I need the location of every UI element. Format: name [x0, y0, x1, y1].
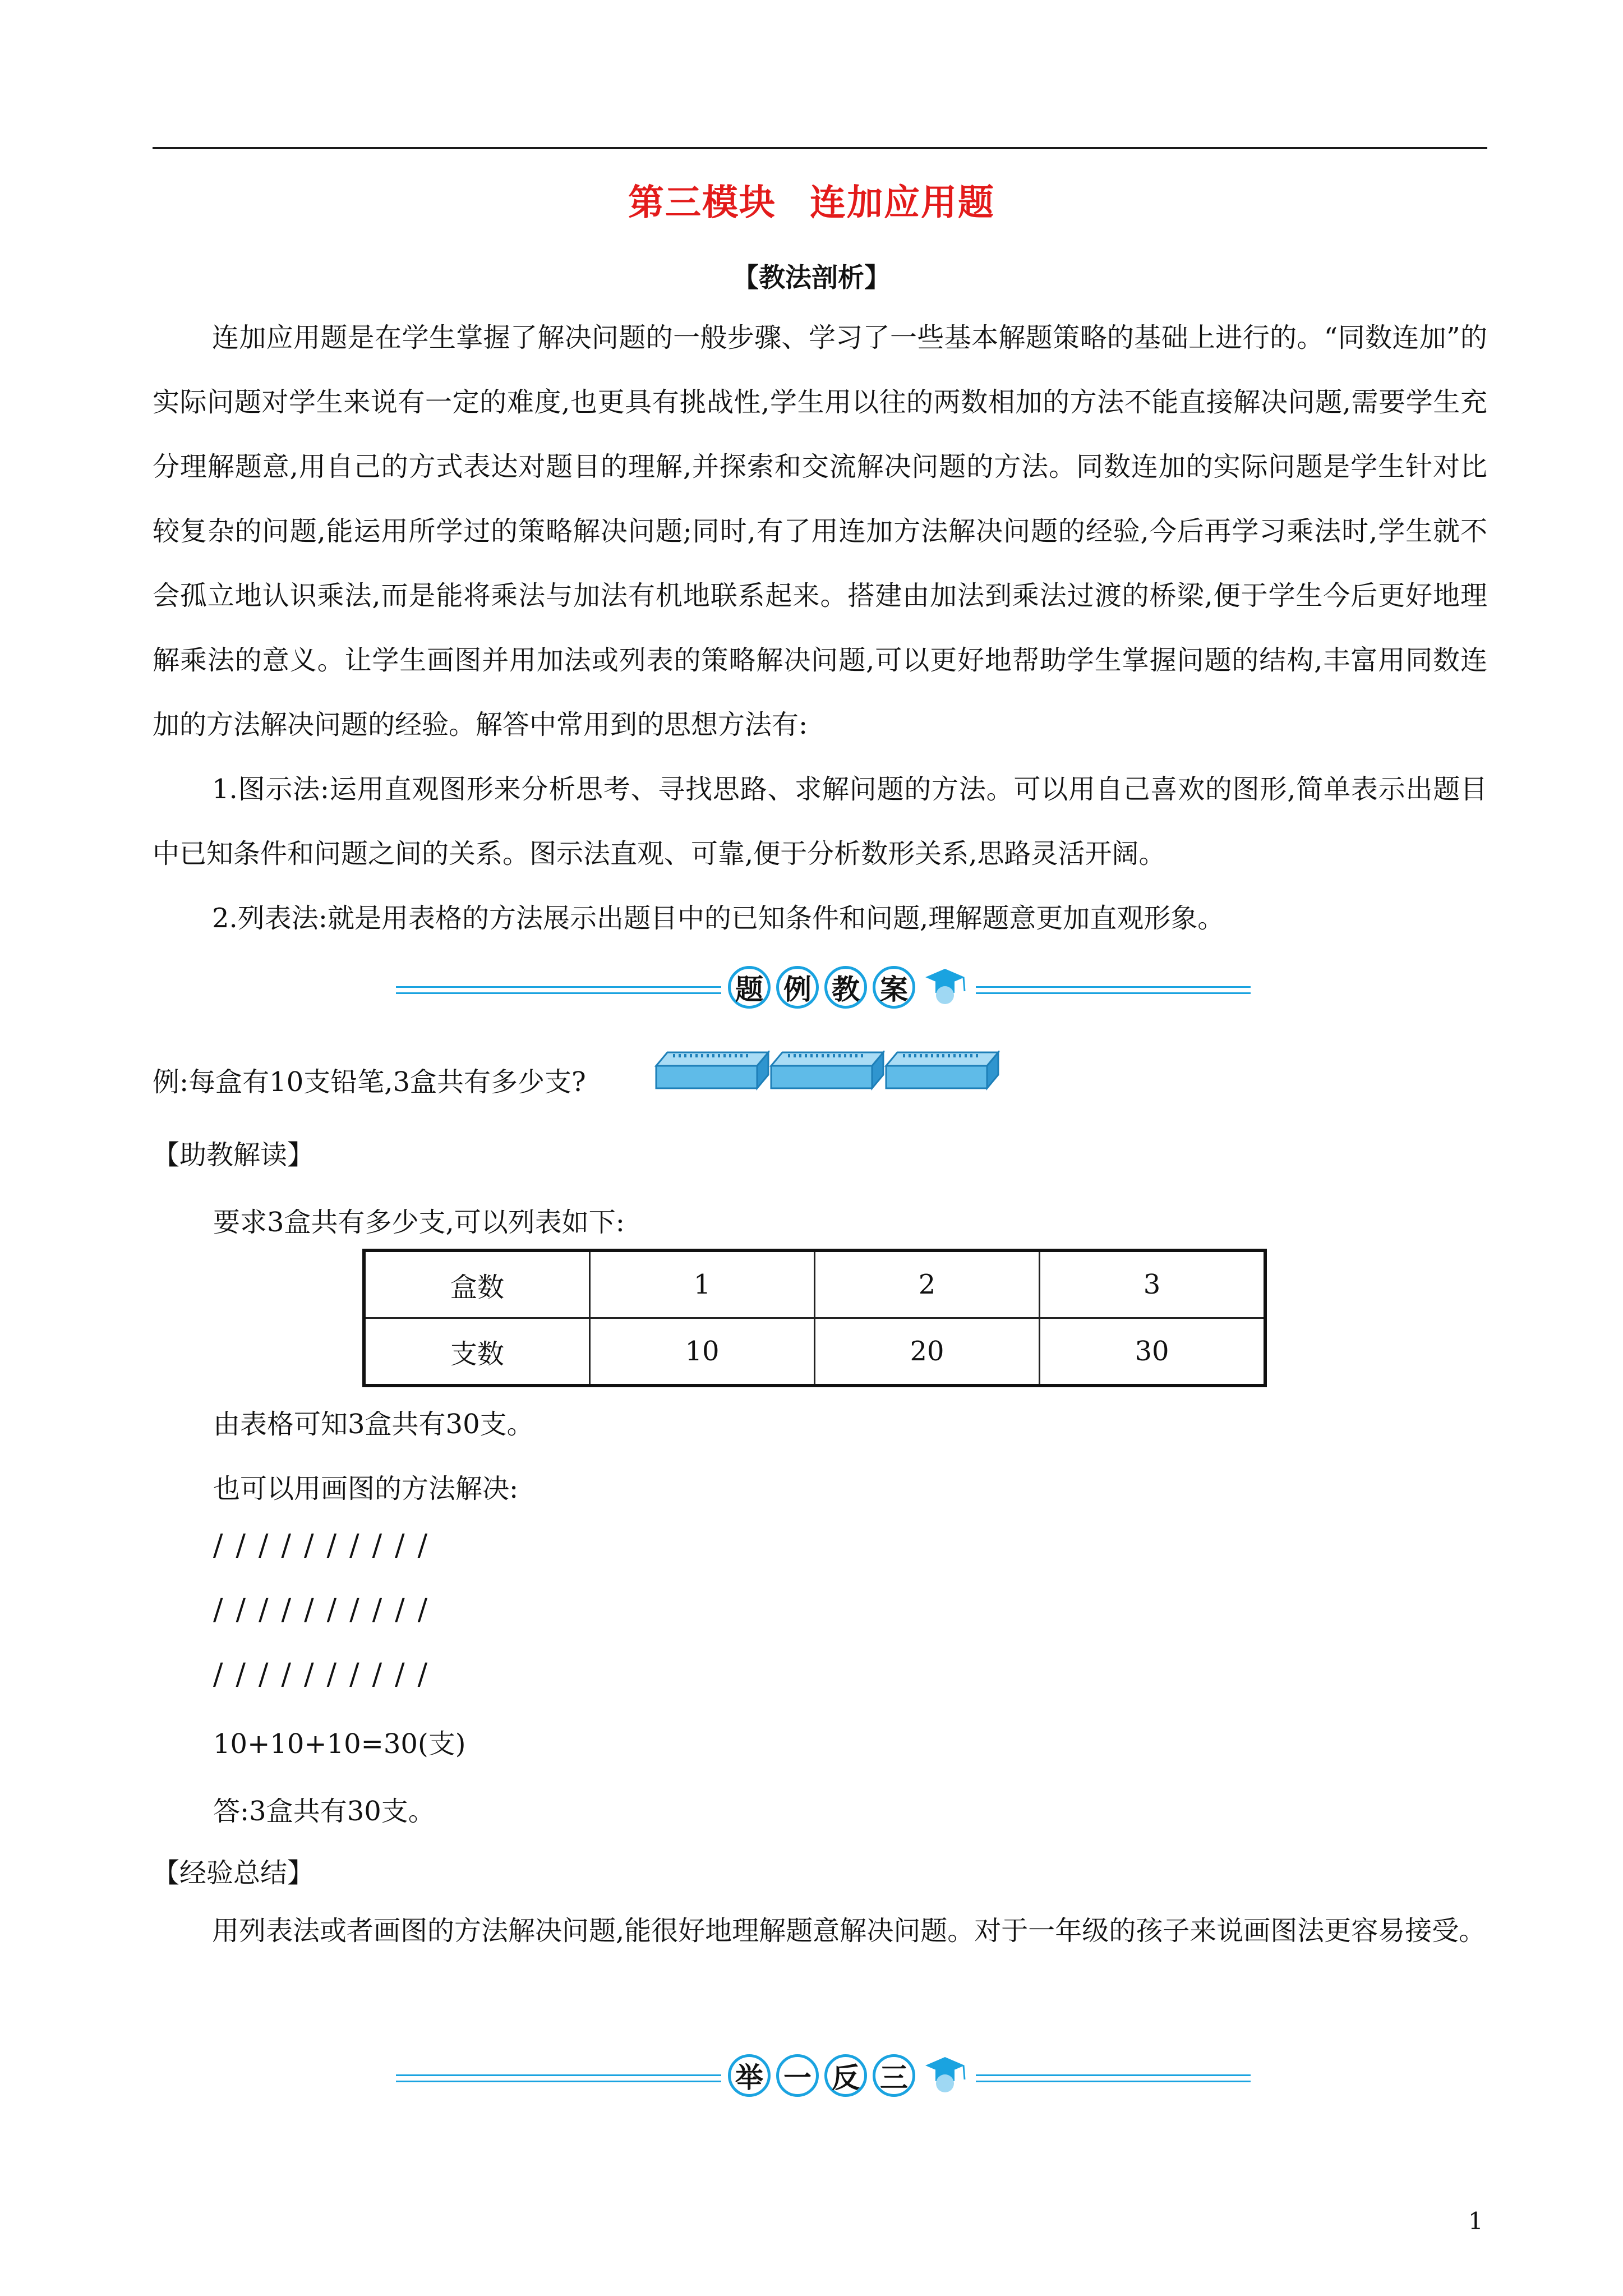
- method-2-paragraph: 2.列表法:就是用表格的方法展示出题目中的已知条件和问题,理解题意更加直观形象。: [212, 903, 1225, 934]
- analysis-heading: 【教法剖析】: [732, 263, 891, 293]
- banner-2-char: 举: [728, 2054, 771, 2097]
- draw-intro: 也可以用画图的方法解决:: [213, 1473, 519, 1504]
- table-row: [364, 1250, 1265, 1318]
- slash-row: //////////: [213, 1658, 441, 1691]
- equation: 10+10+10=30(支): [213, 1728, 466, 1760]
- data-table: [362, 1249, 1267, 1387]
- top-rule: [153, 147, 1487, 149]
- slash-row: //////////: [213, 1529, 441, 1562]
- banner-2-char: 三: [873, 2054, 915, 2097]
- banner-1-right-line: [976, 986, 1251, 994]
- intro-paragraph: 连加应用题是在学生掌握了解决问题的一般步骤、学习了一些基本解题策略的基础上进行的。“同数连加”的实际问题对学生来说有一定的难度,也更具有挑战性,学生用以往的两数相加的方法不能直接解决问题,需要学生充分理解题意,用自己的方式表达对题目的理解,并探索和交流解决问题的方法。同数连加的实际问题是学生针对比较复杂的问题,能运用所学过的策略解决问题;同时,有了用连加方法解决问题的经验,今后再学习乘法时,学生就不会孤立地认识乘法,而是能将乘法与加法有机地联系起来。搭建由加法到乘法过渡的桥梁,便于学生今后更好地理解乘法的意义。让学生画图并用加法或列表的策略解决问题,可以更好地帮助学生掌握问题的结构,丰富用同数连加的方法解决问题的经验。解答中常用到的思想方法有:: [153, 322, 1487, 740]
- table-conclusion: 由表格可知3盒共有30支。: [213, 1409, 534, 1440]
- banner-1-char: 例: [776, 966, 819, 1009]
- banner-1-left-line: [396, 986, 721, 994]
- table-cell: 支数: [364, 1318, 590, 1386]
- banner-2-char: 反: [824, 2054, 867, 2097]
- table-cell: 2: [815, 1250, 1040, 1318]
- answer: 答:3盒共有30支。: [213, 1796, 435, 1827]
- method-1-paragraph: 1.图示法:运用直观图形来分析思考、寻找思路、求解问题的方法。可以用自己喜欢的图形,简单表示出题目中已知条件和问题之间的关系。图示法直观、可靠,便于分析数形关系,思路灵活开阔。: [153, 774, 1487, 869]
- banner-1-label: [728, 966, 915, 1009]
- table-cell: 30: [1040, 1318, 1266, 1386]
- graduate-cap-icon: [920, 2049, 970, 2099]
- module-title: [0, 174, 1623, 226]
- banner-2-label: [728, 2054, 915, 2097]
- module-title-part2: 连加应用题: [810, 182, 995, 224]
- summary-heading: 【经验总结】: [153, 1857, 315, 1889]
- table-row: [364, 1318, 1265, 1386]
- table-cell: 1: [590, 1250, 815, 1318]
- page-number: 1: [1468, 2207, 1483, 2235]
- summary-section: [153, 1899, 1487, 1963]
- banner-1-char: 案: [873, 966, 915, 1009]
- banner-1-char: 教: [824, 966, 867, 1009]
- banner-2-right-line: [976, 2074, 1251, 2082]
- pencil-boxes-image: [651, 1049, 1004, 1095]
- table-cell: 10: [590, 1318, 815, 1386]
- banner-2-char: 一: [776, 2054, 819, 2097]
- guide-intro: 要求3盒共有多少支,可以列表如下:: [213, 1207, 625, 1238]
- module-title-part1: 第三模块: [628, 182, 776, 224]
- table-cell: 20: [815, 1318, 1040, 1386]
- example-question: 例:每盒有10支铅笔,3盒共有多少支?: [153, 1066, 586, 1098]
- guide-heading: 【助教解读】: [153, 1139, 315, 1171]
- slash-row: //////////: [213, 1593, 441, 1627]
- summary-paragraph: 用列表法或者画图的方法解决问题,能很好地理解题意解决问题。对于一年级的孩子来说画图法更容易接受。: [212, 1915, 1486, 1947]
- table-cell: 3: [1040, 1250, 1266, 1318]
- banner-2-left-line: [396, 2074, 721, 2082]
- table-cell: 盒数: [364, 1250, 590, 1318]
- banner-1-char: 题: [728, 966, 771, 1009]
- graduate-cap-icon: [920, 960, 970, 1011]
- intro-section: [153, 306, 1487, 951]
